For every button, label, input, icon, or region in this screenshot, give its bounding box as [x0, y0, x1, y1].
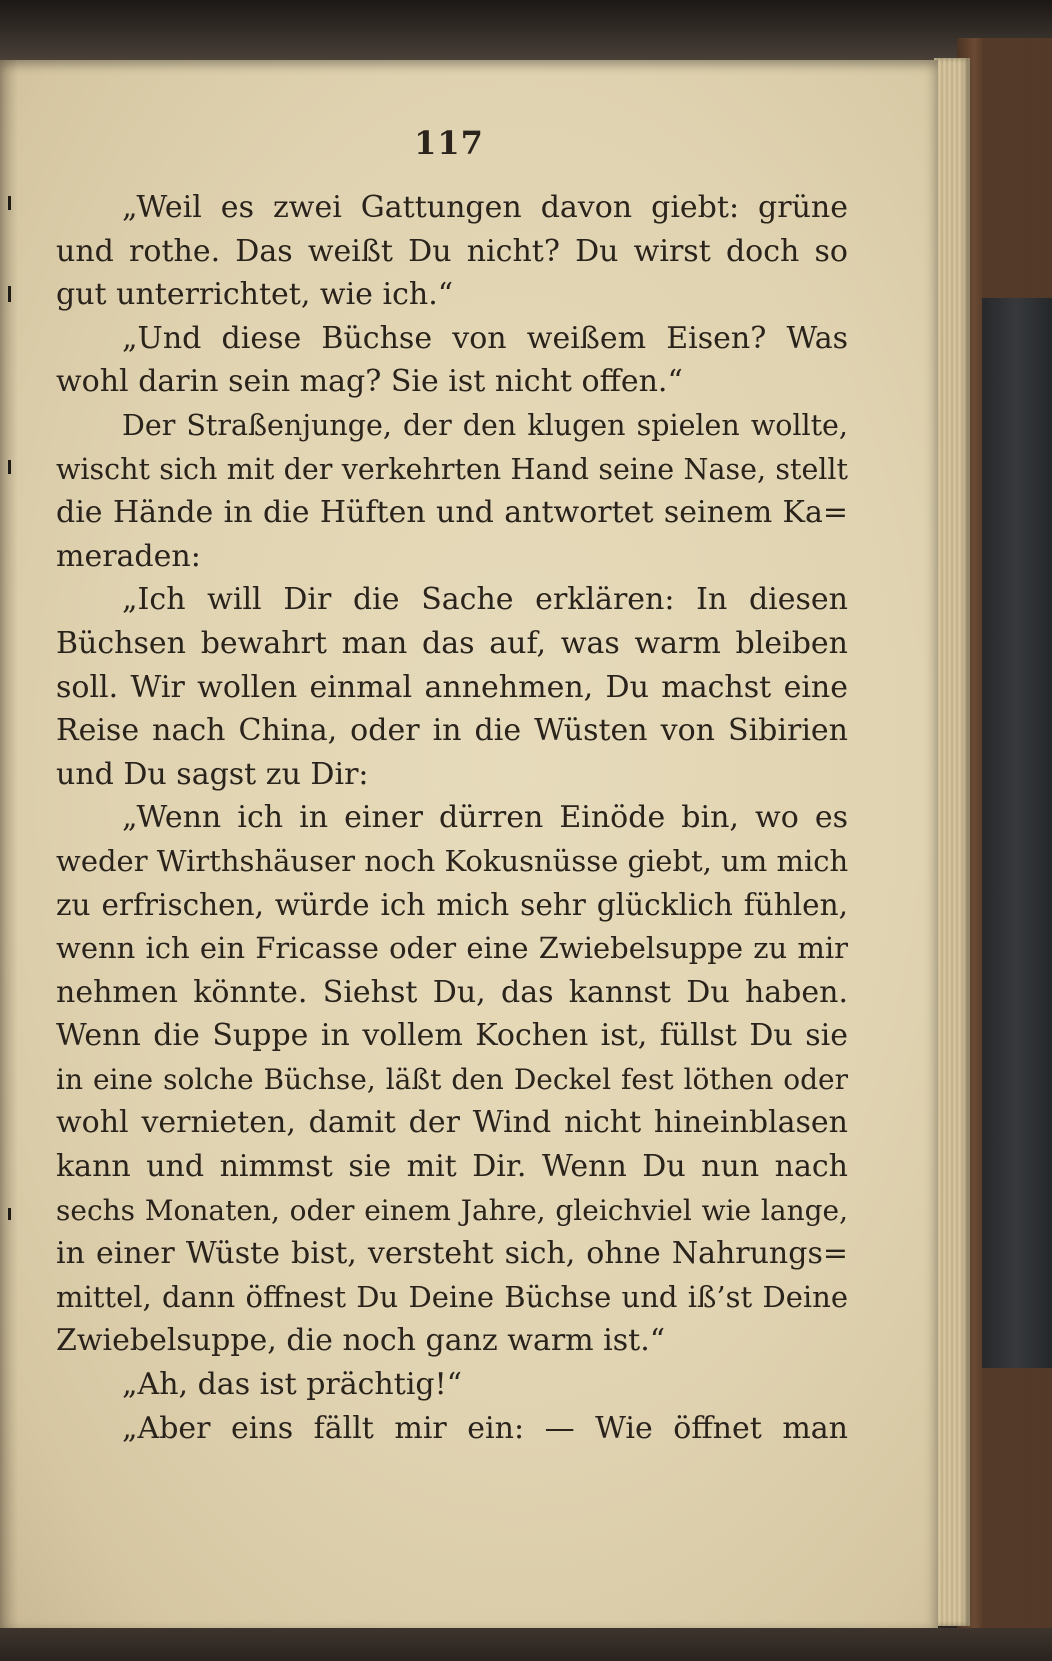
book-spine-band [982, 38, 1052, 1628]
text-line: meraden: [56, 538, 201, 574]
margin-mark [8, 460, 11, 474]
text-line: und rothe. Das weißt Du nicht? Du wirst doch so [56, 233, 848, 269]
text-line: nehmen könnte. Siehst Du, das kannst Du haben. [56, 974, 848, 1010]
text-line: „Weil es zwei Gattungen davon giebt: grüne [122, 190, 848, 225]
text-line: wenn ich ein Fricasse oder eine Zwiebelsuppe zu mir [56, 931, 848, 966]
text-line: sechs Monaten, oder einem Jahre, gleichviel wie lange, [56, 1193, 848, 1227]
text-line: „Wenn ich in einer dürren Einöde bin, wo es [122, 800, 848, 836]
page-number: 117 [414, 124, 484, 162]
text-line: und Du sagst zu Dir: [56, 756, 369, 792]
text-line: „Aber eins fällt mir ein: — Wie öffnet man [122, 1410, 848, 1446]
text-line: wohl vernieten, damit der Wind nicht hineinblasen [56, 1105, 848, 1141]
margin-mark [8, 196, 11, 210]
text-line: die Hände in die Hüften und antwortet seinem Ka= [56, 495, 848, 531]
text-line: gut unterrichtet, wie ich.“ [56, 277, 454, 313]
page-stack-edge [934, 58, 970, 1626]
text-line: Büchsen bewahrt man das auf, was warm bleiben [56, 625, 848, 661]
text-line: in eine solche Büchse, läßt den Deckel fest löthen oder [56, 1062, 848, 1096]
book-bottom-edge [0, 1628, 1052, 1661]
text-line: Reise nach China, oder in die Wüsten von Sibirien [56, 713, 848, 749]
text-line: „Und diese Büchse von weißem Eisen? Was [122, 320, 848, 356]
text-line: wohl darin sein mag? Sie ist nicht offen.“ [56, 364, 683, 400]
book-top-edge [0, 0, 1052, 62]
text-line: soll. Wir wollen einmal annehmen, Du machst eine [56, 669, 848, 705]
text-line: Der Straßenjunge, der den klugen spielen wollte, [122, 408, 848, 442]
page-text [56, 186, 848, 1450]
margin-mark [8, 1208, 11, 1220]
text-line: Wenn die Suppe in vollem Kochen ist, füllst Du sie [56, 1018, 848, 1054]
text-line: mittel, dann öffnest Du Deine Büchse und iß’st Deine [56, 1279, 848, 1314]
text-line: Zwiebelsuppe, die noch ganz warm ist.“ [56, 1323, 666, 1359]
text-line: weder Wirthshäuser noch Kokusnüsse giebt, um mich [56, 843, 849, 878]
text-line: „Ah, das ist prächtig!“ [122, 1367, 463, 1403]
text-line: wischt sich mit der verkehrten Hand seine Nase, stellt [56, 452, 848, 486]
text-line: „Ich will Dir die Sache erklären: In diesen [122, 582, 848, 618]
margin-mark [8, 286, 11, 302]
text-line: in einer Wüste bist, versteht sich, ohne Nahrungs= [56, 1236, 848, 1272]
text-line: zu erfrischen, würde ich mich sehr glücklich fühlen, [56, 887, 848, 922]
text-line: kann und nimmst sie mit Dir. Wenn Du nun nach [56, 1149, 848, 1185]
